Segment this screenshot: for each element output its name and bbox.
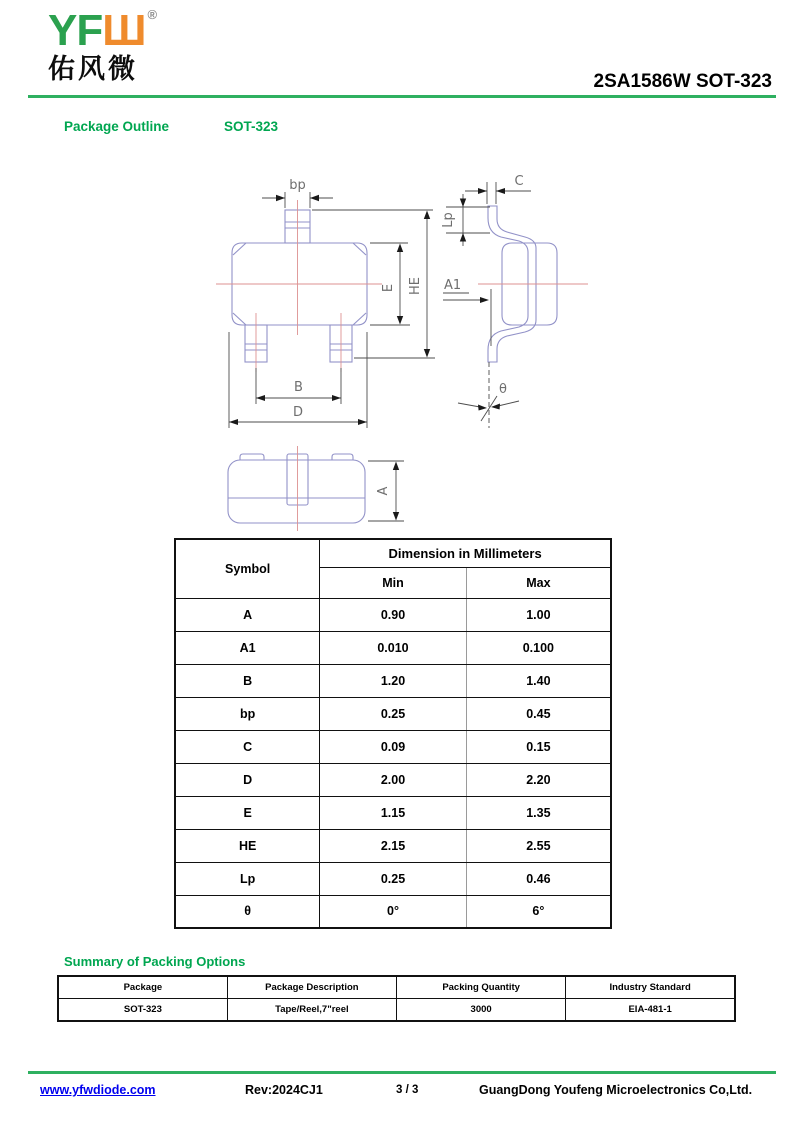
logo-chinese-name: 佑风微 — [48, 54, 138, 84]
company-name: GuangDong Youfeng Microelectronics Co,Ltd. — [479, 1083, 753, 1097]
table-row — [175, 697, 611, 730]
dims-header-group: Dimension in Millimeters — [320, 539, 611, 567]
section-package-name: SOT-323 — [224, 119, 279, 134]
dims-header-min: Min — [320, 567, 466, 598]
dim-max: 0.100 — [466, 631, 611, 664]
dim-label-he: HE — [408, 277, 423, 295]
dim-max: 0.45 — [466, 697, 611, 730]
front-view — [216, 178, 435, 428]
pack-quantity: 3000 — [397, 999, 566, 1022]
dim-symbol: Lp — [175, 862, 320, 895]
pack-header-package: Package — [58, 976, 227, 999]
dim-max: 1.40 — [466, 664, 611, 697]
pack-header-description: Package Description — [227, 976, 396, 999]
dim-min: 2.15 — [320, 829, 466, 862]
dim-symbol: A — [175, 598, 320, 631]
dim-label-lp: Lp — [441, 212, 456, 228]
dim-symbol: D — [175, 763, 320, 796]
dim-max: 1.00 — [466, 598, 611, 631]
pack-standard: EIA-481-1 — [566, 999, 735, 1022]
table-row — [58, 976, 735, 999]
table-row — [175, 763, 611, 796]
page-title: 2SA1586W SOT-323 — [593, 71, 772, 92]
dim-max: 2.20 — [466, 763, 611, 796]
dim-label-b: B — [294, 380, 303, 395]
dim-label-d: D — [292, 405, 304, 420]
table-row — [175, 598, 611, 631]
dim-symbol: E — [175, 796, 320, 829]
dim-label-a: A — [376, 486, 391, 496]
dim-symbol: C — [175, 730, 320, 763]
table-row — [175, 796, 611, 829]
dim-min: 0.90 — [320, 598, 466, 631]
dim-min: 0° — [320, 895, 466, 928]
dims-header-symbol: Symbol — [175, 539, 320, 598]
pack-package: SOT-323 — [58, 999, 227, 1022]
dim-max: 0.46 — [466, 862, 611, 895]
packing-options-table — [57, 975, 736, 1022]
pack-header-quantity: Packing Quantity — [397, 976, 566, 999]
dims-header-max: Max — [466, 567, 611, 598]
dim-symbol: B — [175, 664, 320, 697]
table-row — [175, 631, 611, 664]
pack-description: Tape/Reel,7"reel — [227, 999, 396, 1022]
dim-symbol: bp — [175, 697, 320, 730]
dimension-table — [174, 538, 612, 929]
table-row — [175, 730, 611, 763]
page-number: 3 / 3 — [396, 1084, 419, 1096]
dim-min: 0.25 — [320, 862, 466, 895]
dim-symbol: θ — [175, 895, 320, 928]
dim-symbol: HE — [175, 829, 320, 862]
packing-options-heading: Summary of Packing Options — [64, 954, 246, 969]
dim-min: 0.09 — [320, 730, 466, 763]
table-row — [175, 829, 611, 862]
dim-max: 6° — [466, 895, 611, 928]
table-row — [175, 895, 611, 928]
dim-max: 1.35 — [466, 796, 611, 829]
dim-symbol: A1 — [175, 631, 320, 664]
dim-min: 2.00 — [320, 763, 466, 796]
dim-min: 1.20 — [320, 664, 466, 697]
dim-label-a1: A1 — [444, 278, 462, 293]
website-link[interactable]: www.yfwdiode.com — [40, 1083, 156, 1097]
dim-label-bp: bp — [289, 178, 306, 193]
bottom-view — [228, 446, 404, 531]
dim-label-theta: θ — [499, 382, 507, 397]
table-row — [58, 999, 735, 1022]
dim-min: 0.25 — [320, 697, 466, 730]
logo-text-green: YF — [48, 6, 103, 55]
revision-label: Rev:2024CJ1 — [245, 1083, 323, 1097]
logo-text-orange: Ш — [102, 6, 146, 55]
side-view — [441, 174, 588, 428]
dim-max: 0.15 — [466, 730, 611, 763]
registered-trademark-icon: ® — [147, 7, 158, 22]
footer-divider — [28, 1071, 776, 1074]
pack-header-standard: Industry Standard — [566, 976, 735, 999]
dim-label-c: C — [514, 174, 524, 189]
table-row — [175, 862, 611, 895]
dim-max: 2.55 — [466, 829, 611, 862]
dim-min: 0.010 — [320, 631, 466, 664]
table-row — [175, 664, 611, 697]
package-outline-drawing — [0, 0, 800, 537]
dim-label-e: E — [381, 283, 396, 293]
dim-min: 1.15 — [320, 796, 466, 829]
section-heading-package-outline: Package Outline — [64, 119, 170, 134]
